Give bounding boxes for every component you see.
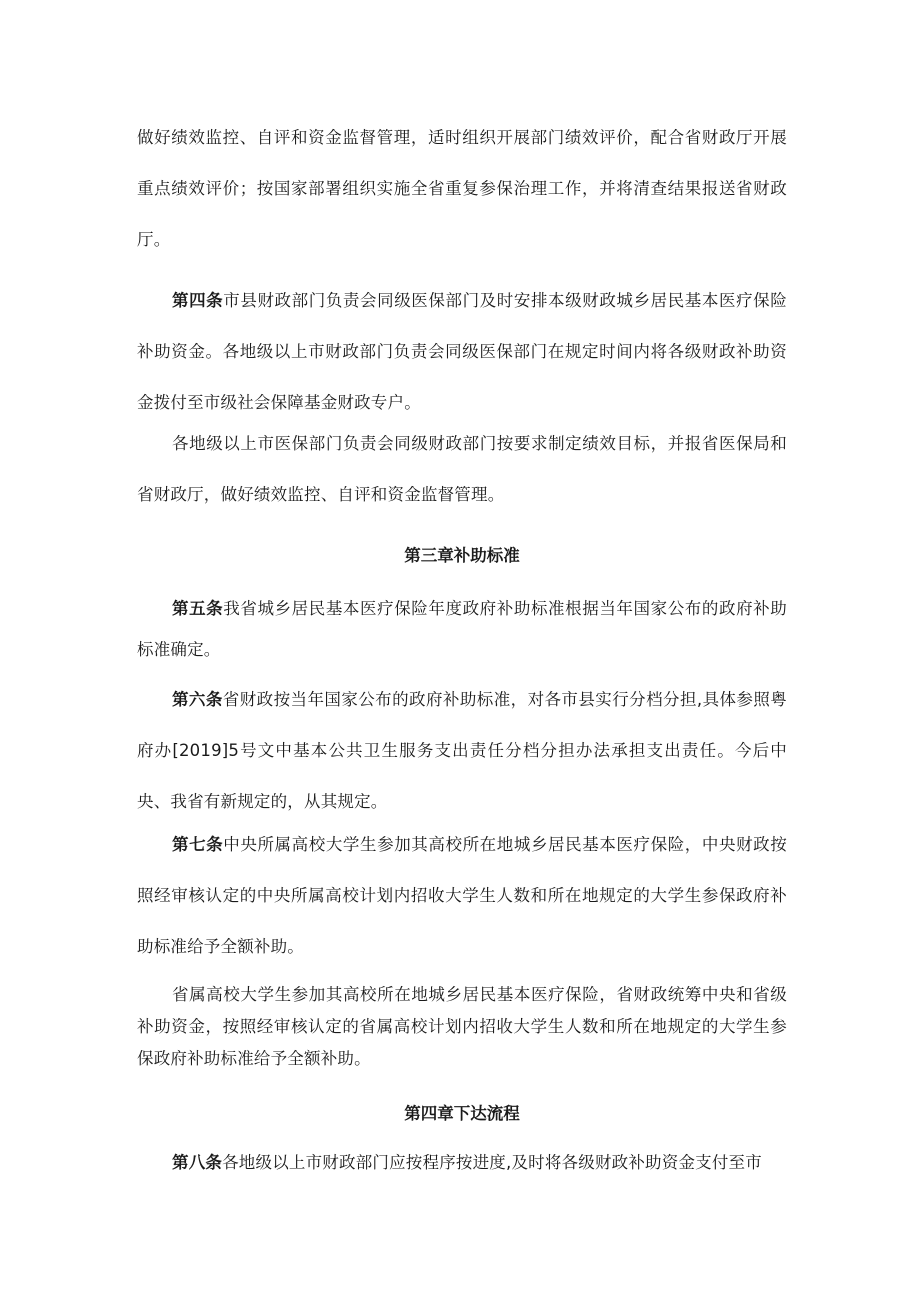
paragraph-text: 我省城乡居民基本医疗保险年度政府补助标准根据当年国家公布的政府补助标准确定。 [137,599,787,659]
paragraph-article-7 [137,819,787,972]
paragraph-text: 省财政按当年国家公布的政府补助标准，对各市县实行分档分担,具体参照粤府办[2019]5号文中基本公共卫生服务支出责任分档分担办法承担支出责任。今后中央、我省有新规定的，从其规定。 [137,690,787,811]
paragraph-text: 市县财政部门负责会同级医保部门及时安排本级财政城乡居民基本医疗保险补助资金。各地级以上市财政部门负责会同级医保部门在规定时间内将各级财政补助资金拨付至市级社会保障基金财政专户。 [137,291,787,412]
chapter-heading-3: 第三章补助标准 [404,546,520,565]
article-label: 第四条 [172,291,224,310]
paragraph-3 [137,418,787,520]
chapter-heading-4: 第四章下达流程 [404,1104,520,1123]
paragraph-1-text: 做好绩效监控、自评和资金监督管理，适时组织开展部门绩效评价，配合省财政厅开展重点绩效评价；按国家部署组织实施全省重复参保治理工作，并将清查结果报送省财政厅。 [137,128,787,249]
paragraph-text: 各地级以上市财政部门应按程序按进度,及时将各级财政补助资金支付至市 [222,1153,762,1172]
article-label: 第八条 [172,1153,223,1172]
paragraph-7 [137,979,787,1075]
article-label: 第七条 [172,835,224,854]
paragraph-1 [137,112,787,265]
article-label: 第五条 [172,599,224,618]
paragraph-text: 省属高校大学生参加其高校所在地城乡居民基本医疗保险，省财政统筹中央和省级补助资金，按照经审核认定的省属高校计划内招收大学生人数和所在地规定的大学生参保政府补助标准给予全额补助。 [137,985,787,1068]
paragraph-article-5 [137,588,787,670]
paragraph-text: 各地级以上市医保部门负责会同级财政部门按要求制定绩效目标，并报省医保局和省财政厅，做好绩效监控、自评和资金监督管理。 [137,434,787,504]
article-label: 第六条 [172,690,223,709]
paragraph-text: 中央所属高校大学生参加其高校所在地城乡居民基本医疗保险，中央财政按照经审核认定的中央所属高校计划内招收大学生人数和所在地规定的大学生参保政府补助标准给予全额补助。 [137,835,787,956]
paragraph-article-4 [137,275,787,428]
paragraph-article-8 [137,1142,787,1183]
paragraph-article-6 [137,674,787,827]
